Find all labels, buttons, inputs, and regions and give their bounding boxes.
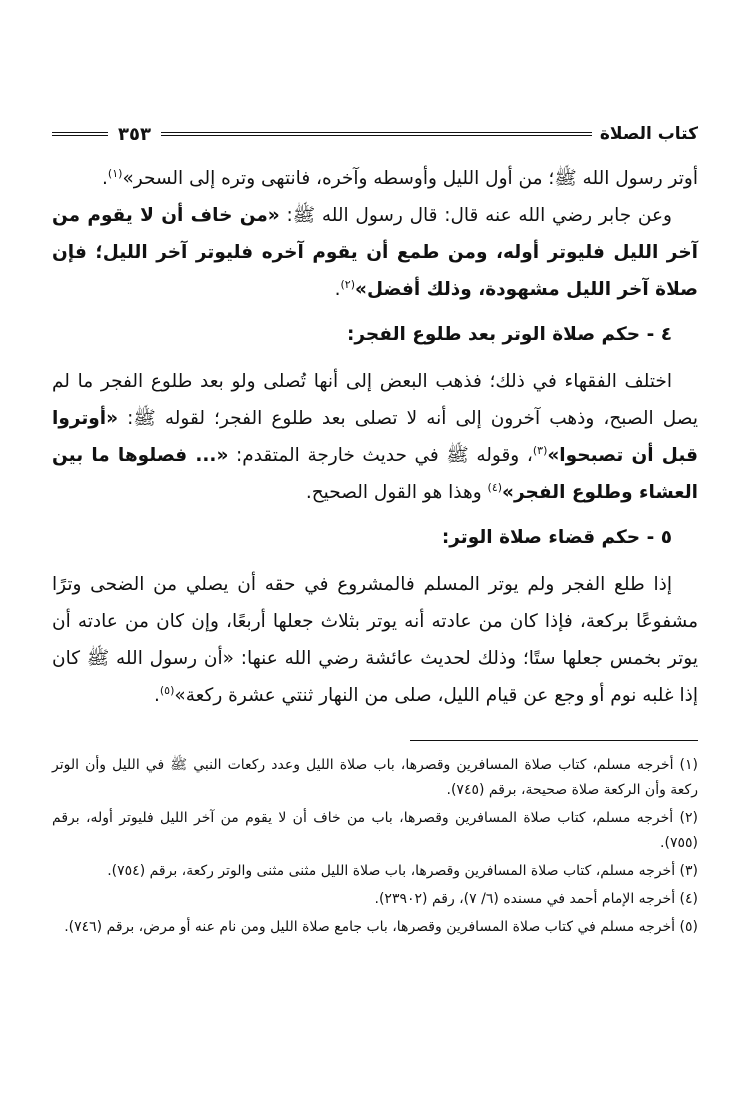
- header-rule: [161, 132, 592, 136]
- footnote-3: (٣) أخرجه مسلم، كتاب صلاة المسافرين وقصرها، باب صلاة الليل مثنى مثنى والوتر ركعة، برقم (٧٥٤).: [107, 863, 698, 879]
- main-text: [52, 160, 698, 714]
- footnote-4: (٤) أخرجه الإمام أحمد في مسنده (٦/ ٧)، رقم (٢٣٩٠٢).: [374, 891, 698, 907]
- footnote-divider: [410, 740, 698, 741]
- paragraph-2-intro: وعن جابر رضي الله عنه قال: قال رسول الله ﷺ:: [279, 205, 672, 226]
- paragraph-4: [52, 566, 698, 714]
- header-rule-short: [52, 132, 108, 136]
- running-title: كتاب الصلاة: [599, 124, 698, 144]
- footnote-ref-2: (٢): [340, 277, 356, 291]
- paragraph-3-text-a: اختلف الفقهاء في ذلك؛ فذهب البعض إلى أنها تُصلى ولو بعد طلوع الفجر ما لم يصل الصبح، وذهب آخرون إلى أنه لا تصلى بعد طلوع الفجر؛ لقوله ﷺ:: [52, 371, 698, 429]
- footnote-ref-4: (٤): [487, 480, 503, 494]
- section-heading-5: ٥ - حكم قضاء صلاة الوتر:: [441, 527, 672, 548]
- paragraph-1-end: .: [102, 168, 108, 189]
- section-heading-4: ٤ - حكم صلاة الوتر بعد طلوع الفجر:: [347, 324, 672, 345]
- paragraph-3: [52, 363, 698, 511]
- hadith-quote-4: «أن رسول الله ﷺ كان إذا غلبه نوم أو وجع عن قيام الليل، صلى من النهار ثنتي عشرة ركعة»: [52, 648, 698, 706]
- paragraph-2: [52, 197, 698, 308]
- paragraph-3-text-c: وهذا هو القول الصحيح.: [305, 482, 488, 503]
- footnote-ref-1: (١): [107, 166, 123, 180]
- hadith-quote-1: «من خاف أن لا يقوم من آخر الليل فليوتر أوله، ومن طمع أن يقوم آخره فليوتر آخر الليل؛ فإن صلاة آخر الليل مشهودة، وذلك أفضل»: [52, 205, 698, 300]
- page-number: ٣٥٣: [118, 123, 151, 145]
- footnote-ref-3: (٣): [532, 443, 548, 457]
- page-header: [52, 122, 698, 146]
- hadith-quote-2: «أوتروا قبل أن تصبحوا»: [52, 408, 698, 466]
- paragraph-2-end: .: [334, 279, 341, 300]
- paragraph-1: [52, 160, 698, 197]
- paragraph-4-end: .: [153, 685, 160, 706]
- paragraph-3-text-b: ، وقوله ﷺ في حديث خارجة المتقدم:: [228, 445, 533, 466]
- paragraph-1-text: أوتر رسول الله ﷺ؛ من أول الليل وأوسطه وآخره، فانتهى وتره إلى السحر»: [122, 168, 698, 189]
- footnote-ref-5: (٥): [159, 683, 175, 697]
- footnote-5: (٥) أخرجه مسلم في كتاب صلاة المسافرين وقصرها، باب جامع صلاة الليل ومن نام عنه أو مرض، برقم (٧٤٦).: [64, 919, 698, 935]
- footnotes: [52, 753, 698, 940]
- footnote-1: (١) أخرجه مسلم، كتاب صلاة المسافرين وقصرها، باب صلاة الليل وعدد ركعات النبي ﷺ في الليل وأن الوتر ركعة وأن الركعة صلاة صحيحة، برقم (٧٤٥).: [52, 757, 698, 798]
- hadith-quote-3: «... فصلوها ما بين العشاء وطلوع الفجر»: [52, 445, 698, 503]
- footnote-2: (٢) أخرجه مسلم، كتاب صلاة المسافرين وقصرها، باب من خاف أن لا يقوم من آخر الليل فليوتر أوله، برقم (٧٥٥).: [52, 810, 698, 851]
- paragraph-4-text-a: إذا طلع الفجر ولم يوتر المسلم فالمشروع في حقه أن يصلي من الضحى وترًا مشفوعًا بركعة، فإذا كان من عادته أنه يوتر بثلاث جعلها أربعًا، وإن كان من عادته أن يوتر بخمس جعلها ستًا؛ وذلك لحديث عائشة رضي الله عنها:: [52, 574, 698, 669]
